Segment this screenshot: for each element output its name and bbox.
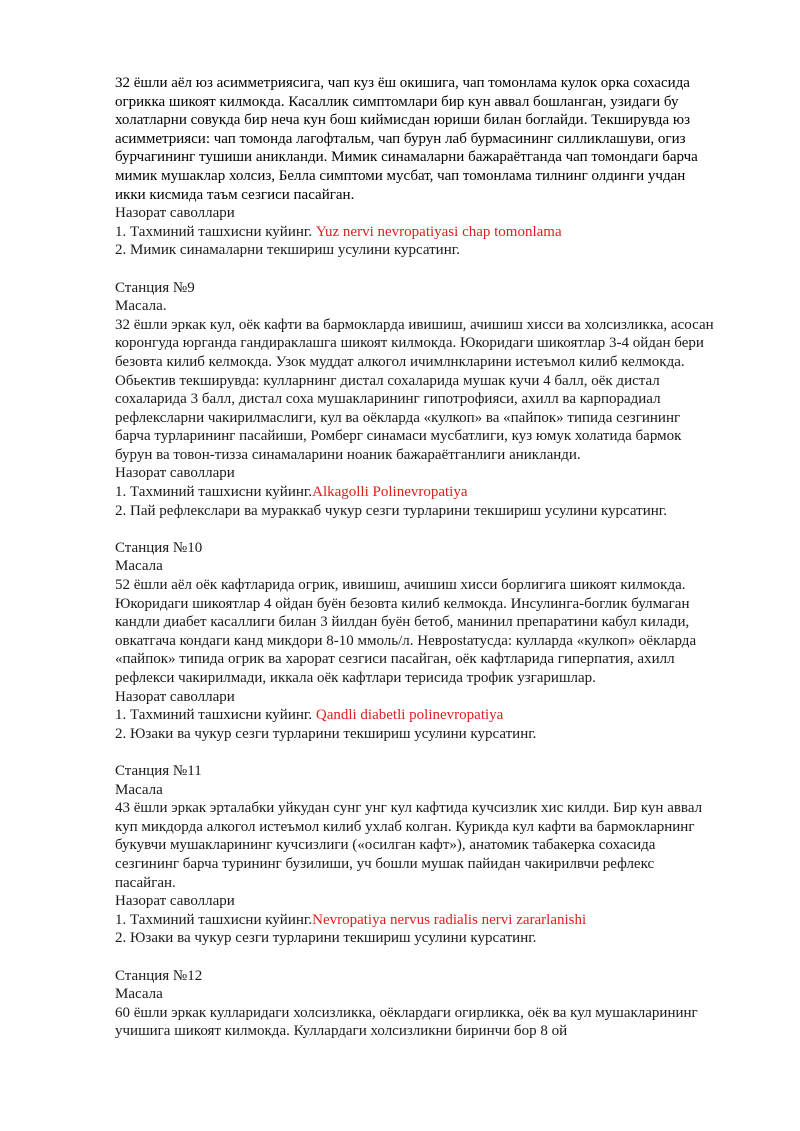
station-title: Станция №12 (115, 967, 203, 984)
spacer (115, 948, 715, 967)
question-1 (115, 483, 715, 502)
spacer (115, 743, 715, 762)
question-1-prefix: 1. Тахминий ташхисни куйинг. (115, 911, 313, 928)
question-1 (115, 911, 715, 930)
question-2: 2. Пай рефлекслари ва мураккаб чукур сезги турларини текшириш усулини курсатинг. (115, 502, 667, 519)
question-2: 2. Мимик синамаларни текшириш усулини курсатинг. (115, 242, 460, 259)
question-1 (115, 223, 715, 242)
document-page (115, 74, 715, 1041)
case-text: 43 ёшли эркак эрталабки уйкудан сунг унг кул кафтида кучсизлик хис килди. Бир кун аввал куп микдорда алкогол истеъмол килиб ухлаб колган. Курикда кул кафти ва бармокларнинг букувчи мушакларининг кучсизлиги («осилган кафт»), анатомик табакерка сохасида сезгининг барча турининг бузилиши, уч бошли мушак пайидан чакирилвчи рефлекс пасайган. (115, 800, 703, 891)
question-1-answer: Nevropatiya nervus radialis nervi zararlanishi (312, 911, 587, 928)
intro-case (115, 74, 715, 260)
station-10 (115, 539, 715, 744)
station-11 (115, 762, 715, 948)
spacer (115, 260, 715, 279)
question-2: 2. Юзаки ва чукур сезги турларини текшириш усулини курсатинг. (115, 930, 537, 947)
question-2: 2. Юзаки ва чукур сезги турларини текшириш усулини курсатинг. (115, 725, 537, 742)
task-label: Масала (115, 781, 163, 798)
station-title: Станция №11 (115, 762, 202, 779)
station-title: Станция №10 (115, 539, 203, 556)
case-text: 52 ёшли аёл оёк кафтларида огрик, ивишиш, ачишиш хисси борлигига шикоят килмокда. Юкоридаги шикоятлар 4 ойдан буён безовта килиб келмокда. Инсулинга-боглик булмаган кандли диабет касаллиги билан 3 йилдан буён бетоб, манинил препаратини кабул килади, овкатгача кондаги канд микдори 8-10 ммоль/л. Неврostатусда: кулларда «кулкоп» оёкларда «пайпок» типида огрик ва харорат сезгиси пасайган, оёк кафтларида гиперпатия, ахилл рефлекси чакирилмади, иккала оёк кафтлари терисида трофик узгаришлар. (115, 577, 697, 686)
question-1-answer: Yuz nervi nevropatiyasi chap tomonlama (315, 223, 562, 240)
case-text: 32 ёшли эркак кул, оёк кафти ва бармокларда ивишиш, ачишиш хисси ва холсизликка, асосан коронгуда юрганда гандираклашга шикоят килмокда. Юкоридаги шикоятлар 3-4 ойдан бери безовта килиб келмокда. Узок муддат алкогол ичимлнкларини истеъмол килиб келмокда. Обьектив текширувда: кулларнинг дистал сохаларида мушак кучи 4 балл, оёк дистал сохаларида 3 балл, дистал соха мушакларининг гипотрофияси, ахилл ва карпорадиал рефлексларни чакирилмаслиги, кул ва оёкларда «кулкоп» ва «пайпок» типида сезгининг барча турларининг пасайиши, Ромберг синамаси мусбатлиги, куз юмук холатида бармок бурун ва товон-тизза синамаларини ноаник бажараётганлиги аникланди. (115, 316, 714, 463)
station-9 (115, 279, 715, 521)
questions-heading: Назорат саволлари (115, 465, 235, 482)
station-12 (115, 967, 715, 1041)
questions-heading: Назорат саволлари (115, 205, 235, 222)
task-label: Масала. (115, 298, 167, 315)
case-text: 32 ёшли аёл юз асимметриясига, чап куз ёш окишига, чап томонлама кулок орка сохасида огрикка шикоят килмокда. Касаллик симптомлари бир кун аввал бошланган, узидаги бу холатларни совукда бир неча кун бош киймисдан юриши билан боглайди. Текширувда юз асимметрияси: чап томонда лагофтальм, чап бурун лаб бурмасининг силликлашуви, огиз бурчагининг тушиши аникланди. Мимик синамаларни бажараётганда чап томондаги барча мимик мушаклар холсиз, Белла симптоми мусбат, чап томонлама тилнинг олдинги учдан икки кисмида таъм сезгиси пасайган. (115, 75, 698, 203)
question-1-answer: Alkagolli Polinevropatiya (312, 484, 468, 501)
questions-heading: Назорат саволлари (115, 893, 235, 910)
case-text: 60 ёшли эркак кулларидаги холсизликка, оёклардаги огирликка, оёк ва кул мушакларининг учишига шикоят килмокда. Куллардаги холсизликни биринчи бор 8 ой (115, 1004, 698, 1040)
task-label: Масала (115, 558, 163, 575)
question-1-prefix: 1. Тахминий ташхисни куйинг. (115, 707, 316, 724)
station-title: Станция №9 (115, 279, 195, 296)
question-1-prefix: 1. Тахминий ташхисни куйинг. (115, 484, 313, 501)
spacer (115, 520, 715, 539)
questions-heading: Назорат саволлари (115, 688, 235, 705)
task-label: Масала (115, 986, 163, 1003)
question-1 (115, 706, 715, 725)
question-1-prefix: 1. Тахминий ташхисни куйинг. (115, 223, 316, 240)
question-1-answer: Qandli diabetli polinevropatiya (315, 707, 504, 724)
